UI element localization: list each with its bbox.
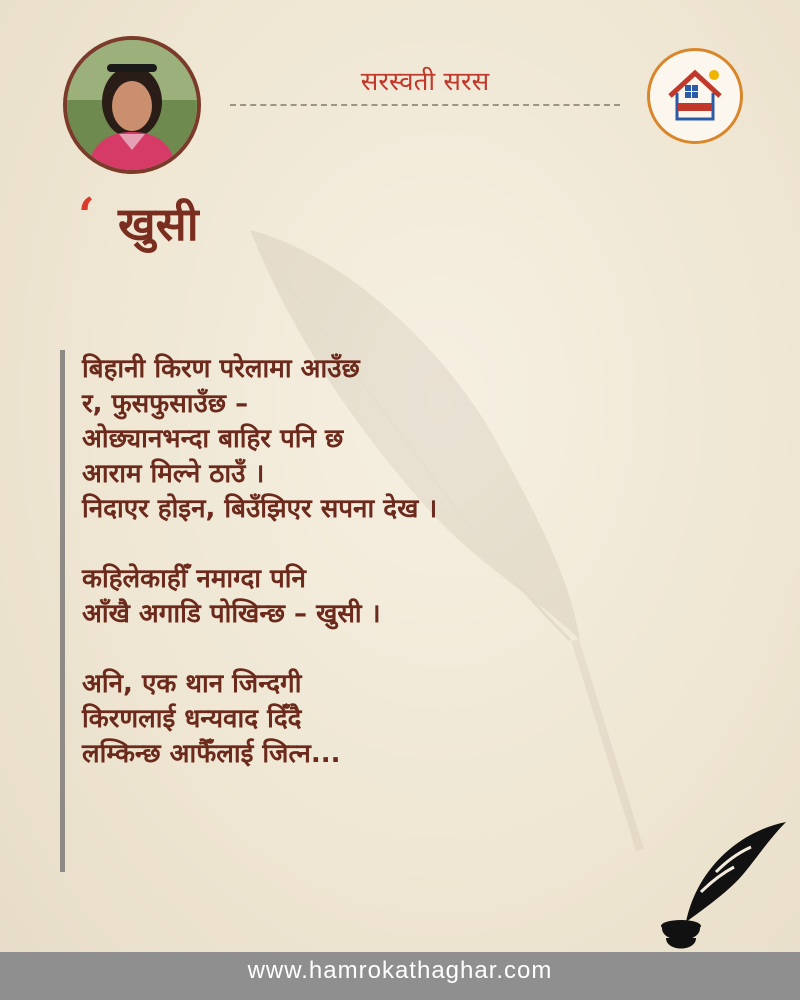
quill-inkpot-icon — [656, 812, 796, 952]
poem-line: अनि, एक थान जिन्दगी — [82, 669, 302, 699]
header-divider — [230, 104, 620, 106]
quote-mark-icon: ‘ — [78, 188, 95, 244]
poem-title: खुसी — [118, 197, 199, 251]
stanza-gap — [82, 632, 642, 667]
house-logo-icon — [647, 48, 743, 144]
author-avatar — [63, 36, 201, 174]
poem-body — [82, 352, 642, 772]
author-name: सरस्वती सरस — [360, 67, 490, 97]
poem-line: र, फुसफुसाउँछ – — [82, 389, 249, 419]
poem-side-bar — [60, 350, 65, 872]
poem-line: ओछ्यानभन्दा बाहिर पनि छ — [82, 424, 344, 454]
stanza-gap — [82, 527, 642, 562]
website-footer[interactable]: www.hamrokathaghar.com — [0, 952, 800, 1000]
poem-line: कहिलेकाहीँ नमाग्दा पनि — [82, 564, 306, 594]
poem-line: आँखै अगाडि पोखिन्छ – खुसी । — [82, 599, 381, 629]
poem-line: बिहानी किरण परेलामा आउँछ — [82, 354, 360, 384]
poem-line: आराम मिल्ने ठाउँ । — [82, 459, 265, 489]
poem-line: लम्किन्छ आफैँलाई जित्न... — [82, 739, 341, 769]
poem-line: निदाएर होइन, बिउँझिएर सपना देख । — [82, 494, 438, 524]
poem-line: किरणलाई धन्यवाद दिँदै — [82, 704, 302, 734]
